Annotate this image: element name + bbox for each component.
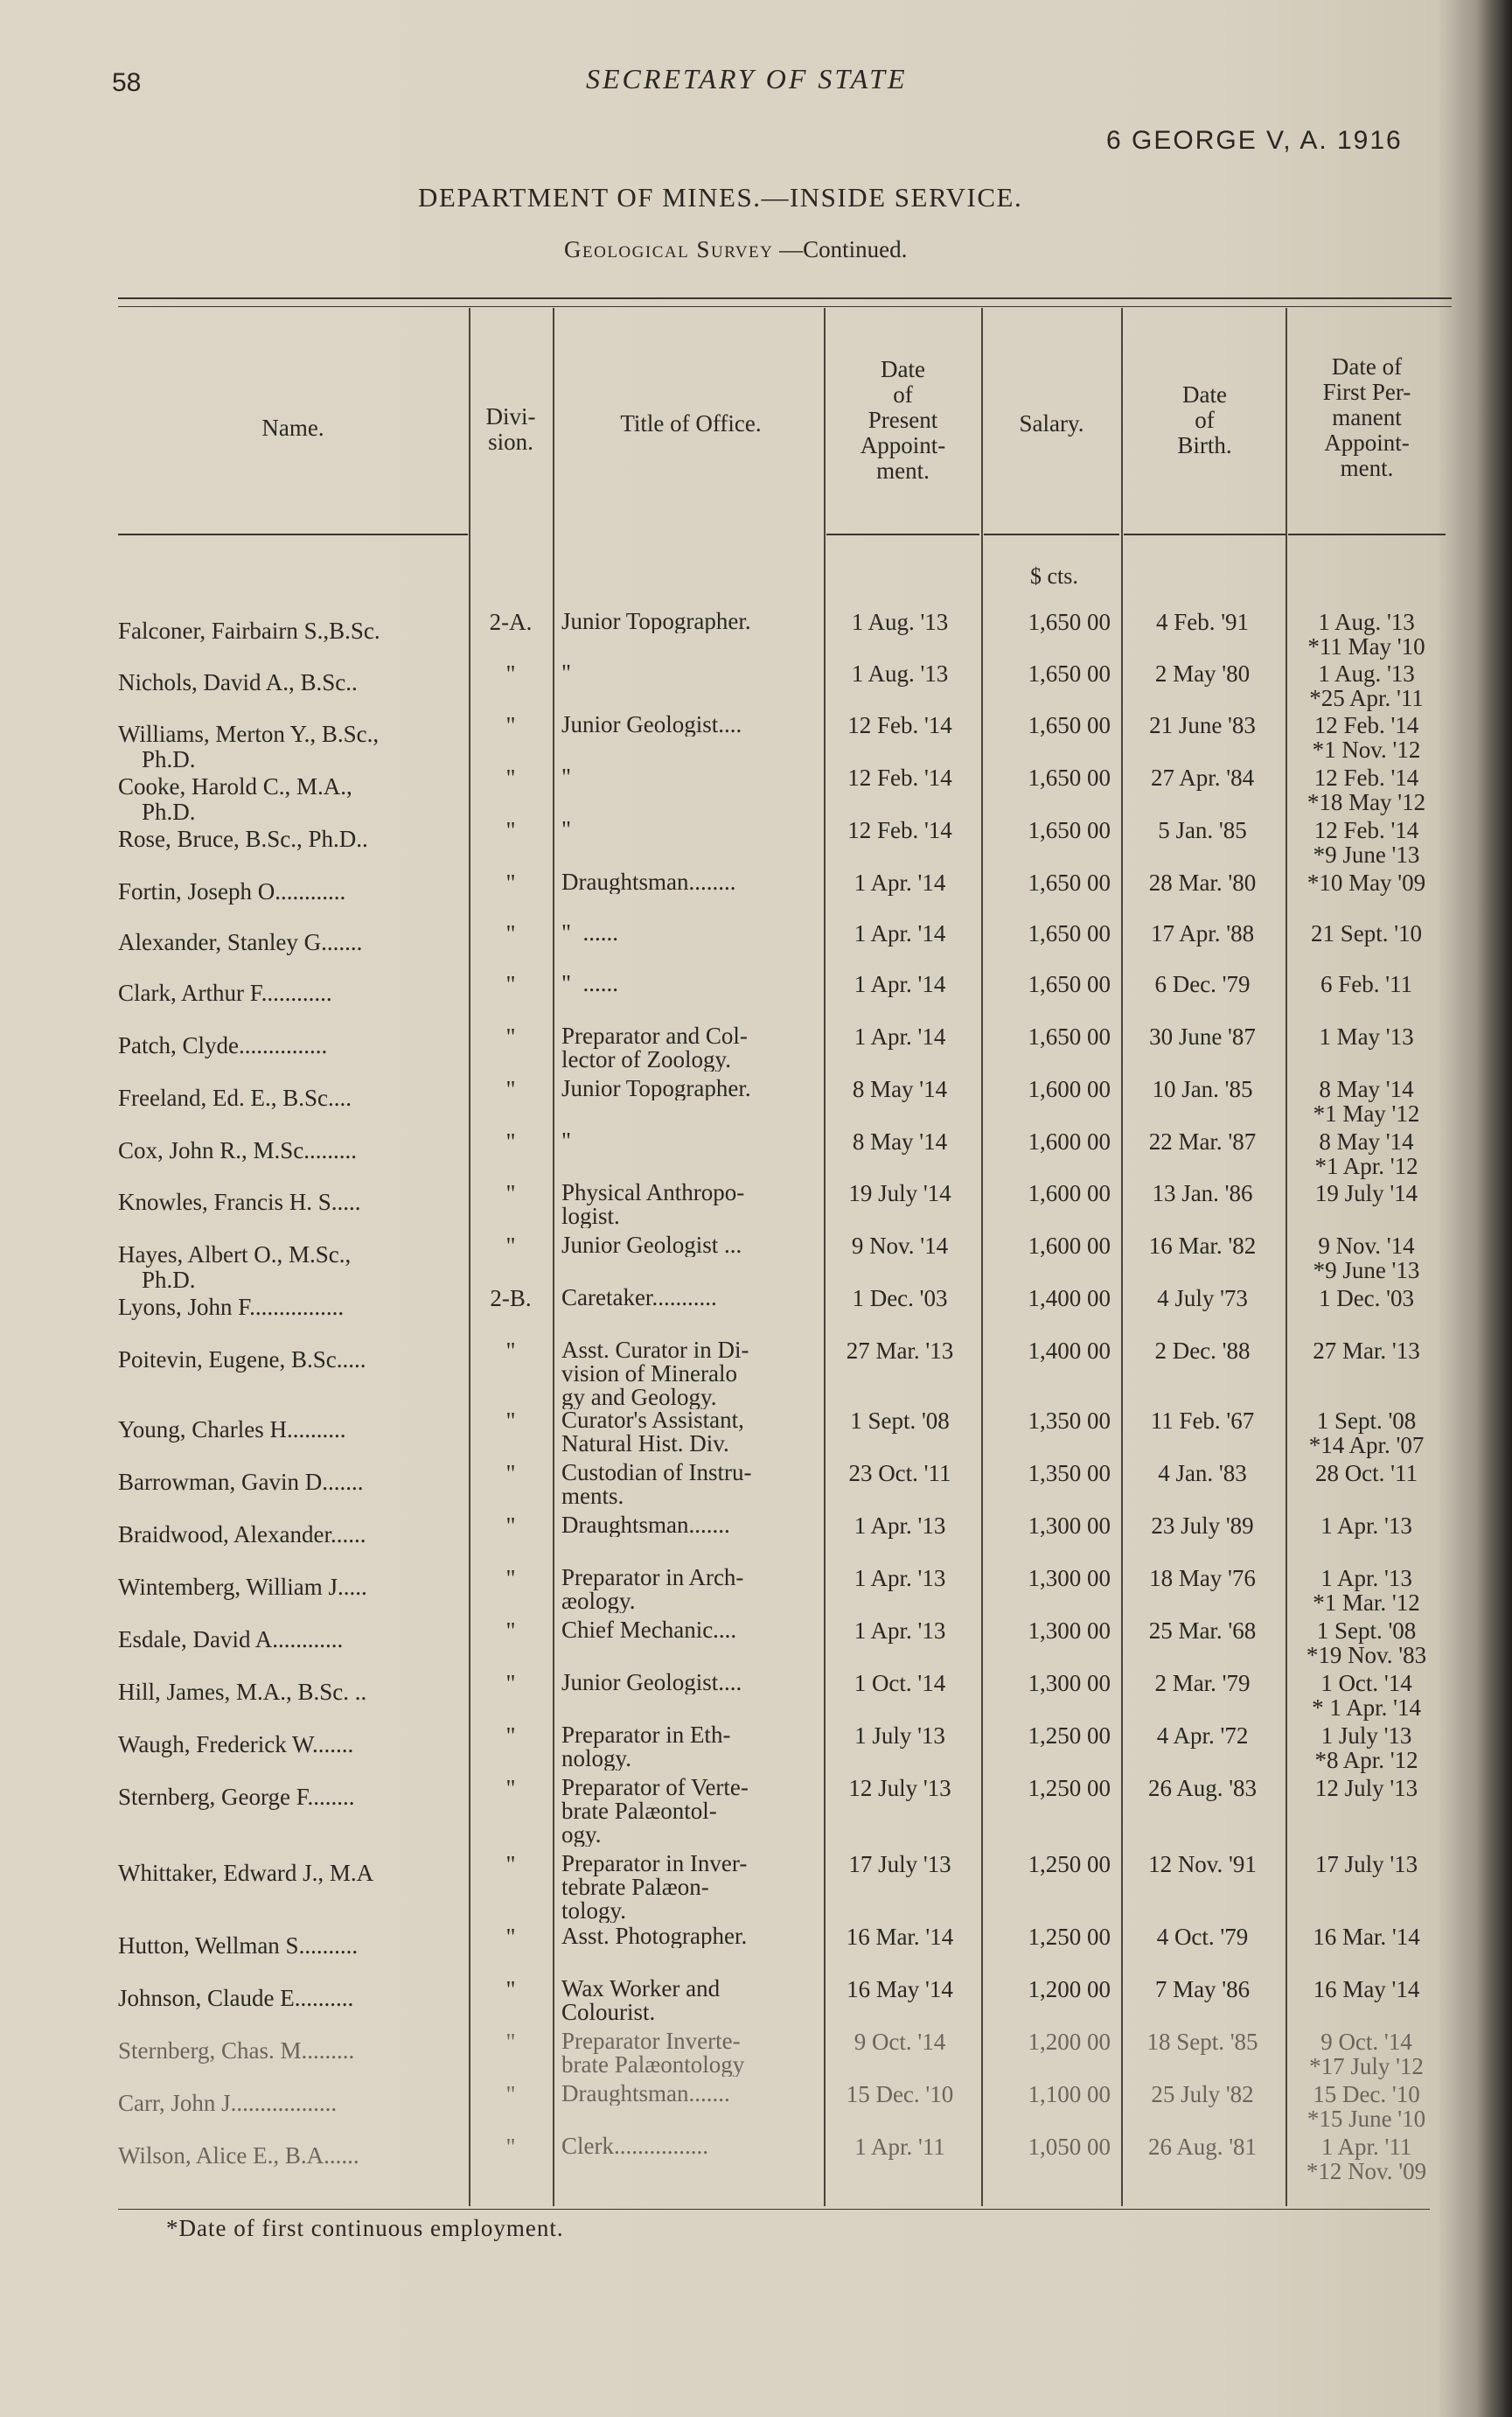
appointment-date-cell: 1 Apr. '13: [854, 1512, 946, 1539]
division-cell: ": [505, 765, 516, 791]
first-appointment-cell: 1 Apr. '13: [1320, 1512, 1412, 1539]
table-row: [0, 765, 1512, 825]
office-title-cell: Preparator in Eth- nology.: [561, 1723, 731, 1771]
first-appointment-cell: *10 May '09: [1306, 870, 1426, 896]
appointment-date-cell: 1 Aug. '13: [851, 660, 949, 687]
survey-heading: [564, 236, 907, 263]
table-row: [0, 870, 1512, 923]
survey-suffix: —Continued.: [773, 236, 908, 262]
birth-date-cell: 4 July '73: [1157, 1285, 1248, 1311]
division-cell: ": [505, 1565, 516, 1591]
staff-name: Wilson, Alice E., B.A......: [118, 2143, 359, 2169]
bottom-rule: [118, 2209, 1430, 2210]
table-row: [0, 2029, 1512, 2082]
birth-date-cell: 2 Mar. '79: [1154, 1670, 1251, 1696]
staff-name: Cooke, Harold C., M.A., Ph.D.: [118, 774, 352, 825]
salary-cell: 1,300 00: [1028, 1565, 1111, 1591]
division-cell: ": [505, 817, 516, 843]
office-title-cell: Draughtsman........: [561, 870, 736, 894]
appointment-date-cell: 1 Apr. '14: [854, 1023, 946, 1050]
page-number: 58: [112, 68, 142, 97]
staff-name: Young, Charles H..........: [118, 1417, 346, 1443]
salary-cell: 1,600 00: [1028, 1128, 1111, 1155]
birth-date-cell: 18 May '76: [1149, 1565, 1256, 1591]
header-first-appointment: Date of First Per- manent Appoint- ment.: [1322, 353, 1411, 481]
first-appointment-cell: 1 Aug. '13 *11 May '10: [1307, 609, 1425, 660]
office-title-cell: Preparator and Col- lector of Zoology.: [561, 1024, 748, 1072]
appointment-date-cell: 1 Apr. '14: [854, 870, 946, 896]
division-cell: ": [505, 1338, 516, 1364]
table-row: [0, 1925, 1512, 1977]
appointment-date-cell: 15 Dec. '10: [846, 2081, 954, 2107]
office-title-cell: Preparator of Verte- brate Palæontol- ogy.: [561, 1776, 749, 1847]
table-row: [0, 1566, 1512, 1618]
appointment-date-cell: 16 Mar. '14: [846, 1924, 954, 1950]
division-cell: ": [505, 1670, 516, 1696]
appointment-date-cell: 1 Aug. '13: [851, 609, 949, 635]
table-row: [0, 921, 1512, 974]
division-cell: ": [505, 1460, 516, 1486]
office-title-cell: Asst. Photographer.: [561, 1925, 748, 1948]
appointment-date-cell: 12 Feb. '14: [847, 765, 952, 791]
division-cell: ": [505, 870, 516, 896]
staff-name: Carr, John J..................: [118, 2091, 338, 2116]
division-cell: ": [505, 1128, 516, 1155]
birth-date-cell: 5 Jan. '85: [1158, 817, 1247, 843]
header-underline: [826, 534, 979, 535]
appointment-date-cell: 1 Apr. '13: [854, 1617, 946, 1644]
first-appointment-cell: 16 May '14: [1313, 1976, 1420, 2002]
office-title-cell: Draughtsman.......: [561, 2082, 730, 2106]
staff-name: Wintemberg, William J.....: [118, 1575, 367, 1600]
salary-units: $ cts.: [1030, 563, 1078, 589]
first-appointment-cell: 9 Oct. '14 *17 July '12: [1309, 2029, 1424, 2079]
division-cell: ": [505, 1976, 516, 2002]
staff-name: Braidwood, Alexander......: [118, 1522, 366, 1547]
appointment-date-cell: 1 Oct. '14: [854, 1670, 946, 1696]
division-cell: ": [505, 2029, 516, 2055]
office-title-cell: Caretaker...........: [561, 1286, 717, 1310]
staff-name: Alexander, Stanley G.......: [118, 930, 363, 955]
salary-cell: 1,650 00: [1028, 1023, 1111, 1050]
office-title-cell: " ......: [561, 921, 619, 945]
salary-cell: 1,250 00: [1028, 1722, 1111, 1749]
salary-cell: 1,250 00: [1028, 1924, 1111, 1950]
staff-name: Williams, Merton Y., B.Sc., Ph.D.: [118, 722, 380, 772]
division-cell: ": [505, 1233, 516, 1259]
staff-name: Patch, Clyde...............: [118, 1033, 328, 1058]
department-heading: DEPARTMENT OF MINES.—INSIDE SERVICE.: [418, 182, 1023, 213]
first-appointment-cell: 6 Feb. '11: [1320, 971, 1413, 997]
salary-cell: 1,050 00: [1028, 2134, 1111, 2160]
salary-cell: 1,650 00: [1028, 920, 1111, 947]
table-row: [0, 1723, 1512, 1776]
birth-date-cell: 13 Jan. '86: [1152, 1180, 1253, 1206]
table-row: [0, 1618, 1512, 1671]
first-appointment-cell: 12 Feb. '14 *9 June '13: [1313, 817, 1420, 868]
division-cell: ": [505, 1408, 516, 1434]
division-cell: ": [505, 1076, 516, 1102]
header-salary: Salary.: [1019, 410, 1084, 437]
staff-name: Hayes, Albert O., M.Sc., Ph.D.: [118, 1242, 352, 1293]
first-appointment-cell: 27 Mar. '13: [1313, 1338, 1420, 1364]
staff-name: Rose, Bruce, B.Sc., Ph.D..: [118, 827, 368, 852]
salary-cell: 1,350 00: [1028, 1460, 1111, 1486]
header-underline: [1124, 534, 1286, 535]
division-cell: ": [505, 1512, 516, 1539]
office-title-cell: Junior Geologist ...: [561, 1233, 742, 1257]
division-cell: ": [505, 1851, 516, 1877]
first-appointment-cell: 8 May '14 *1 Apr. '12: [1314, 1128, 1418, 1179]
office-title-cell: Custodian of Instru- ments.: [561, 1461, 752, 1508]
table-row: [0, 1077, 1512, 1129]
division-cell: ": [505, 1775, 516, 1801]
table-row: [0, 1181, 1512, 1233]
salary-cell: 1,300 00: [1028, 1512, 1111, 1539]
birth-date-cell: 10 Jan. '85: [1152, 1076, 1253, 1102]
division-cell: ": [505, 2134, 516, 2160]
division-cell: ": [505, 1722, 516, 1749]
birth-date-cell: 27 Apr. '84: [1150, 765, 1255, 791]
appointment-date-cell: 8 May '14: [852, 1128, 948, 1155]
office-title-cell: Asst. Curator in Di- vision of Mineralo gy and Geology.: [561, 1338, 749, 1409]
table-row: [0, 1024, 1512, 1077]
first-appointment-cell: 19 July '14: [1314, 1180, 1418, 1206]
office-title-cell: Clerk................: [561, 2134, 708, 2158]
appointment-date-cell: 12 Feb. '14: [847, 817, 952, 843]
appointment-date-cell: 1 Apr. '13: [854, 1565, 946, 1591]
staff-name: Sternberg, Chas. M.........: [118, 2038, 355, 2064]
birth-date-cell: 25 Mar. '68: [1148, 1617, 1257, 1644]
staff-name: Whittaker, Edward J., M.A: [118, 1861, 374, 1886]
header-name: Name.: [261, 415, 324, 441]
salary-cell: 1,100 00: [1028, 2081, 1111, 2107]
office-title-cell: ": [561, 765, 572, 789]
salary-cell: 1,650 00: [1028, 609, 1111, 635]
appointment-date-cell: 17 July '13: [848, 1851, 951, 1877]
birth-date-cell: 2 Dec. '88: [1154, 1338, 1251, 1364]
division-cell: ": [505, 1180, 516, 1206]
appointment-date-cell: 1 Apr. '14: [854, 920, 946, 947]
office-title-cell: Preparator in Inver- tebrate Palæon- tology.: [561, 1852, 748, 1923]
salary-cell: 1,600 00: [1028, 1076, 1111, 1102]
appointment-date-cell: 9 Nov. '14: [851, 1233, 949, 1259]
salary-cell: 1,600 00: [1028, 1180, 1111, 1206]
office-title-cell: ": [561, 661, 572, 685]
first-appointment-cell: 1 Oct. '14 * 1 Apr. '14: [1312, 1670, 1421, 1721]
staff-name: Barrowman, Gavin D.......: [118, 1470, 364, 1495]
staff-name: Hill, James, M.A., B.Sc. ..: [118, 1680, 367, 1705]
office-title-cell: Wax Worker and Colourist.: [561, 1977, 721, 2024]
first-appointment-cell: 12 Feb. '14 *18 May '12: [1306, 765, 1426, 815]
appointment-date-cell: 1 Sept. '08: [850, 1408, 950, 1434]
division-cell: 2-B.: [490, 1285, 532, 1311]
salary-cell: 1,250 00: [1028, 1851, 1111, 1877]
salary-cell: 1,200 00: [1028, 1976, 1111, 2002]
salary-cell: 1,600 00: [1028, 1233, 1111, 1259]
division-cell: ": [505, 712, 516, 738]
staff-name: Waugh, Frederick W.......: [118, 1732, 354, 1757]
salary-cell: 1,650 00: [1028, 712, 1111, 738]
first-appointment-cell: 21 Sept. '10: [1310, 920, 1423, 947]
appointment-date-cell: 9 Oct. '14: [854, 2029, 946, 2055]
appointment-date-cell: 23 Oct. '11: [848, 1460, 951, 1486]
birth-date-cell: 26 Aug. '83: [1147, 1775, 1258, 1801]
first-appointment-cell: 1 Apr. '13 *1 Mar. '12: [1313, 1565, 1420, 1616]
table-row: [0, 712, 1512, 772]
birth-date-cell: 30 June '87: [1149, 1023, 1256, 1050]
staff-name: Johnson, Claude E..........: [118, 1986, 354, 2011]
first-appointment-cell: 1 Aug. '13 *25 Apr. '11: [1309, 660, 1424, 711]
top-rule-thin: [118, 306, 1452, 307]
division-cell: ": [505, 2081, 516, 2107]
office-title-cell: Junior Geologist....: [561, 713, 742, 737]
first-appointment-cell: 1 July '13 *8 Apr. '12: [1314, 1722, 1418, 1773]
salary-cell: 1,300 00: [1028, 1617, 1111, 1644]
table-row: [0, 1408, 1512, 1461]
appointment-date-cell: 8 May '14: [852, 1076, 948, 1102]
division-cell: 2-A.: [489, 609, 533, 635]
birth-date-cell: 4 Apr. '72: [1156, 1722, 1249, 1749]
table-row: [0, 972, 1512, 1024]
division-cell: ": [505, 971, 516, 997]
division-cell: ": [505, 920, 516, 947]
header-underline: [118, 534, 468, 535]
first-appointment-cell: 9 Nov. '14 *9 June '13: [1313, 1233, 1420, 1283]
staff-name: Lyons, John F................: [118, 1295, 345, 1320]
salary-cell: 1,300 00: [1028, 1670, 1111, 1696]
table-row: [0, 1977, 1512, 2029]
table-row: [0, 1338, 1512, 1409]
header-date-appointment: Date of Present Appoint- ment.: [860, 356, 946, 484]
appointment-date-cell: 12 Feb. '14: [847, 712, 952, 738]
division-cell: ": [505, 1023, 516, 1050]
first-appointment-cell: 12 July '13: [1314, 1775, 1418, 1801]
office-title-cell: Chief Mechanic....: [561, 1618, 737, 1642]
salary-cell: 1,650 00: [1028, 765, 1111, 791]
first-appointment-cell: 1 Sept. '08 *14 Apr. '07: [1308, 1408, 1425, 1458]
birth-date-cell: 18 Sept. '85: [1146, 2029, 1258, 2055]
appointment-date-cell: 1 Apr. '14: [854, 971, 946, 997]
division-cell: ": [505, 1924, 516, 1950]
first-appointment-cell: 28 Oct. '11: [1314, 1460, 1418, 1486]
header-underline: [984, 534, 1119, 535]
birth-date-cell: 21 June '83: [1149, 712, 1256, 738]
table-row: [0, 1461, 1512, 1513]
office-title-cell: ": [561, 818, 572, 842]
birth-date-cell: 23 July '89: [1151, 1512, 1254, 1539]
first-appointment-cell: 17 July '13: [1314, 1851, 1418, 1877]
table-row: [0, 2134, 1512, 2187]
first-appointment-cell: 16 Mar. '14: [1313, 1924, 1420, 1950]
first-appointment-cell: 1 Dec. '03: [1318, 1285, 1415, 1311]
birth-date-cell: 4 Feb. '91: [1155, 609, 1250, 635]
top-rule: [118, 297, 1452, 299]
table-row: [0, 1671, 1512, 1723]
office-title-cell: Draughtsman.......: [561, 1513, 730, 1537]
salary-cell: 1,650 00: [1028, 660, 1111, 687]
first-appointment-cell: 1 May '13: [1319, 1023, 1414, 1050]
office-title-cell: Physical Anthropo- logist.: [561, 1181, 745, 1228]
appointment-date-cell: 1 Dec. '03: [852, 1285, 948, 1311]
birth-date-cell: 22 Mar. '87: [1148, 1128, 1257, 1155]
session-label: 6 GEORGE V, A. 1916: [1106, 126, 1403, 155]
appointment-date-cell: 12 July '13: [848, 1775, 951, 1801]
office-title-cell: Preparator Inverte- brate Palæontology: [561, 2029, 745, 2077]
birth-date-cell: 11 Feb. '67: [1150, 1408, 1255, 1434]
table-row: [0, 1286, 1512, 1338]
staff-name: Knowles, Francis H. S.....: [118, 1190, 361, 1215]
birth-date-cell: 7 May '86: [1154, 1976, 1251, 2002]
salary-cell: 1,400 00: [1028, 1338, 1111, 1364]
birth-date-cell: 6 Dec. '79: [1154, 971, 1251, 997]
survey-title: Geological Survey: [564, 236, 774, 262]
division-cell: ": [505, 1617, 516, 1644]
birth-date-cell: 28 Mar. '80: [1148, 870, 1257, 896]
table-row: [0, 1851, 1512, 1923]
footnote: *Date of first continuous employment.: [166, 2215, 564, 2241]
header-division: Divi- sion.: [485, 403, 536, 455]
table-row: [0, 661, 1512, 714]
appointment-date-cell: 27 Mar. '13: [846, 1338, 954, 1364]
salary-cell: 1,200 00: [1028, 2029, 1111, 2055]
header-title: Title of Office.: [620, 410, 762, 437]
salary-cell: 1,650 00: [1028, 817, 1111, 843]
salary-cell: 1,350 00: [1028, 1408, 1111, 1434]
office-title-cell: Preparator in Arch- æology.: [561, 1566, 744, 1613]
birth-date-cell: 25 July '82: [1151, 2081, 1254, 2107]
table-row: [0, 818, 1512, 870]
division-cell: ": [505, 660, 516, 687]
birth-date-cell: 12 Nov. '91: [1148, 1851, 1257, 1877]
appointment-date-cell: 1 Apr. '11: [854, 2134, 945, 2160]
office-title-cell: Junior Geologist....: [561, 1671, 742, 1694]
staff-name: Fortin, Joseph O............: [118, 879, 346, 905]
staff-name: Cox, John R., M.Sc.........: [118, 1138, 358, 1163]
staff-name: Falconer, Fairbairn S.,B.Sc.: [118, 618, 380, 644]
table-row: [0, 1233, 1512, 1293]
staff-name: Clark, Arthur F............: [118, 981, 332, 1006]
office-title-cell: Junior Topographer.: [561, 610, 751, 633]
staff-name: Nichols, David A., B.Sc..: [118, 670, 358, 695]
salary-cell: 1,400 00: [1028, 1285, 1111, 1311]
first-appointment-cell: 1 Apr. '11 *12 Nov. '09: [1306, 2134, 1427, 2184]
staff-name: Poitevin, Eugene, B.Sc.....: [118, 1347, 366, 1373]
appointment-date-cell: 19 July '14: [848, 1180, 951, 1206]
staff-name: Hutton, Wellman S..........: [118, 1933, 359, 1959]
table-row: [0, 1775, 1512, 1847]
first-appointment-cell: 1 Sept. '08 *19 Nov. '83: [1306, 1617, 1427, 1668]
office-title-cell: Junior Topographer.: [561, 1077, 751, 1100]
salary-cell: 1,650 00: [1028, 971, 1111, 997]
header-underline: [1288, 534, 1446, 535]
running-title: SECRETARY OF STATE: [586, 63, 908, 94]
salary-cell: 1,250 00: [1028, 1775, 1111, 1801]
office-title-cell: ": [561, 1129, 572, 1153]
birth-date-cell: 4 Oct. '79: [1156, 1924, 1249, 1950]
table-row: [0, 1129, 1512, 1182]
appointment-date-cell: 1 July '13: [854, 1722, 945, 1749]
header-date-birth: Date of Birth.: [1177, 381, 1232, 458]
staff-name: Sternberg, George F........: [118, 1785, 355, 1810]
birth-date-cell: 16 Mar. '82: [1148, 1233, 1257, 1259]
first-appointment-cell: 12 Feb. '14 *1 Nov. '12: [1312, 712, 1421, 763]
office-title-cell: " ......: [561, 972, 619, 995]
appointment-date-cell: 16 May '14: [847, 1976, 953, 2002]
staff-name: Esdale, David A............: [118, 1627, 344, 1652]
birth-date-cell: 2 May '80: [1154, 660, 1251, 687]
table-row: [0, 610, 1512, 662]
salary-cell: 1,650 00: [1028, 870, 1111, 896]
first-appointment-cell: 15 Dec. '10 *15 June '10: [1306, 2081, 1426, 2132]
birth-date-cell: 26 Aug. '81: [1147, 2134, 1258, 2160]
first-appointment-cell: 8 May '14 *1 May '12: [1313, 1076, 1420, 1127]
birth-date-cell: 4 Jan. '83: [1158, 1460, 1247, 1486]
table-row: [0, 2082, 1512, 2134]
birth-date-cell: 17 Apr. '88: [1150, 920, 1255, 947]
table-row: [0, 1513, 1512, 1566]
staff-name: Freeland, Ed. E., B.Sc....: [118, 1086, 352, 1111]
office-title-cell: Curator's Assistant, Natural Hist. Div.: [561, 1408, 744, 1456]
